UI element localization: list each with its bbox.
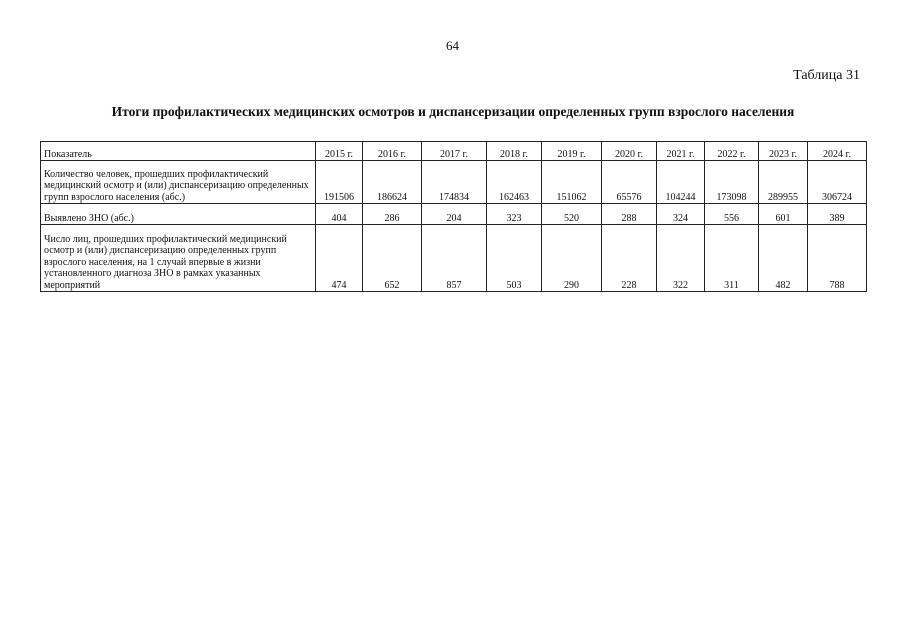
table-cell: 788 [808, 225, 867, 292]
table-cell: 151062 [542, 161, 602, 204]
table-cell: 322 [657, 225, 705, 292]
header-cell-2015: 2015 г. [316, 142, 363, 161]
header-cell-2024: 2024 г. [808, 142, 867, 161]
table-cell: 289955 [759, 161, 808, 204]
table-cell: 520 [542, 204, 602, 225]
table-cell: 324 [657, 204, 705, 225]
table-cell: 174834 [422, 161, 487, 204]
header-cell-2020: 2020 г. [602, 142, 657, 161]
table-cell: 286 [363, 204, 422, 225]
table-cell: 204 [422, 204, 487, 225]
table-cell: 191506 [316, 161, 363, 204]
table-cell: 556 [705, 204, 759, 225]
header-cell-2023: 2023 г. [759, 142, 808, 161]
table-cell: 652 [363, 225, 422, 292]
table-cell: 290 [542, 225, 602, 292]
table-cell: 857 [422, 225, 487, 292]
header-cell-2018: 2018 г. [487, 142, 542, 161]
table-cell: 162463 [487, 161, 542, 204]
row-label: Выявлено ЗНО (абс.) [41, 204, 316, 225]
row-label: Число лиц, прошедших профилактический медицинский осмотр и (или) диспансеризацию определенных групп взрослого населения, на 1 случай впервые в жизни установленного диагноза ЗНО в рамках указанных мероприятий [41, 225, 316, 292]
data-table [40, 141, 867, 292]
table-cell: 323 [487, 204, 542, 225]
table-cell: 389 [808, 204, 867, 225]
table-row [41, 204, 867, 225]
table-cell: 288 [602, 204, 657, 225]
table-header-row [41, 142, 867, 161]
table-row [41, 161, 867, 204]
table-cell: 173098 [705, 161, 759, 204]
table-row [41, 225, 867, 292]
row-label: Количество человек, прошедших профилактический медицинский осмотр и (или) диспансеризацию определенных групп взрослого населения (абс.) [41, 161, 316, 204]
table-cell: 228 [602, 225, 657, 292]
table-cell: 601 [759, 204, 808, 225]
page-number: 64 [446, 38, 459, 53]
header-cell-2016: 2016 г. [363, 142, 422, 161]
table-cell: 404 [316, 204, 363, 225]
header-cell-2021: 2021 г. [657, 142, 705, 161]
table-title: Итоги профилактических медицинских осмотров и диспансеризации определенных групп взрослого населения [111, 104, 795, 119]
table-cell: 482 [759, 225, 808, 292]
table-cell: 474 [316, 225, 363, 292]
table-cell: 65576 [602, 161, 657, 204]
table-label: Таблица 31 [793, 68, 860, 83]
header-cell-2022: 2022 г. [705, 142, 759, 161]
header-cell-indicator: Показатель [41, 142, 316, 161]
table-cell: 186624 [363, 161, 422, 204]
table-cell: 104244 [657, 161, 705, 204]
header-cell-2017: 2017 г. [422, 142, 487, 161]
header-cell-2019: 2019 г. [542, 142, 602, 161]
table-cell: 311 [705, 225, 759, 292]
table-cell: 503 [487, 225, 542, 292]
table-cell: 306724 [808, 161, 867, 204]
